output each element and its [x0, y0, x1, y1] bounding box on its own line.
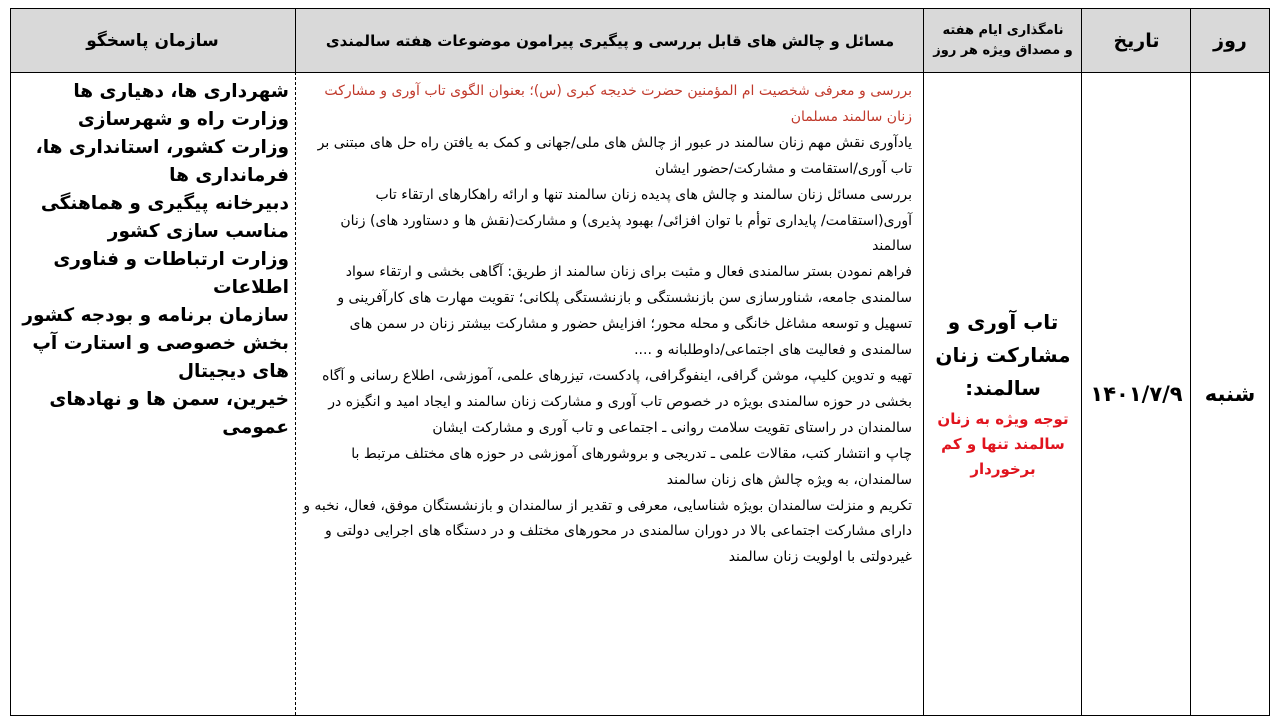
org-item: وزارت راه و شهرسازی [77, 109, 289, 130]
theme-title: تاب آوری و مشارکت زنان سالمند: [935, 309, 1071, 400]
issue-item: یادآوری نقش مهم زنان سالمند در عبور از چالش های ملی/جهانی و کمک به یافتن راه حل های مبتنی بر تاب آوری/استقامت و مشارکت/حضور ایشان [317, 134, 912, 177]
header-day: روز [1213, 29, 1247, 52]
header-date: تاریخ [1113, 29, 1160, 52]
header-org: سازمان پاسخگو [86, 30, 219, 51]
org-item: وزارت کشور، استانداری ها، فرمانداری ها [35, 137, 289, 186]
header-theme-line2: و مصداق ویژه هر روز [933, 42, 1073, 58]
header-theme-line1: نامگذاری ایام هفته [942, 22, 1064, 38]
issue-item: تهیه و تدوین کلیپ، موشن گرافی، اینفوگرافی، پادکست، تیزرهای علمی، آموزشی، اطلاع رسانی و آگاه بخشی در حوزه سالمندی بویژه در خصوص تاب آوری و مشارکت زنان سالمند و ایجاد امید و انگیزه در سالمندان در راستای تقویت سلامت روانی ـ اجتماعی و تاب آوری و مشارکت ایشان [322, 367, 912, 436]
org-item: سازمان برنامه و بودجه کشور [22, 305, 289, 326]
org-item: شهرداری ها، دهیاری ها [73, 81, 289, 102]
org-item: خیرین، سمن ها و نهادهای عمومی [49, 389, 289, 438]
issue-item: تکریم و منزلت سالمندان بویژه شناسایی، معرفی و تقدیر از سالمندان و بازنشستگان موفق، فعال، نخبه و دارای مشارکت اجتماعی بالا در دوران سالمندی در محورهای مختلف و در دستگاه های اجرایی دولتی و غیردولتی با اولویت زنان سالمند [303, 497, 912, 566]
org-item: وزارت ارتباطات و فناوری اطلاعات [53, 249, 289, 298]
org-item: دبیرخانه پیگیری و هماهنگی مناسب سازی کشور [40, 193, 289, 242]
cell-theme [924, 72, 1082, 715]
issue-item: فراهم نمودن بستر سالمندی فعال و مثبت برای زنان سالمند از طریق: آگاهی بخشی و ارتقاء سواد سالمندی جامعه، شناورسازی سن بازنشستگی و بازنشستگی پلکانی؛ تقویت مهارت های کارآفرینی و تسهیل و توسعه مشاغل خانگی و محله محور؛ افزایش حضور و مشارکت بیشتر زنان در سمن های سالمندی و فعالیت های اجتماعی/داوطلبانه و .... [337, 264, 912, 359]
issue-item: بررسی و معرفی شخصیت ام المؤمنین حضرت خدیجه کبری (س)؛ بعنوان الگوی تاب آوری و مشارکت زنان سالمند مسلمان [324, 83, 912, 125]
schedule-table [10, 8, 1270, 716]
column-divider-dashed [295, 72, 296, 715]
cell-org [13, 78, 289, 442]
issue-item: چاپ و انتشار کتب، مقالات علمی ـ تدریجی و بروشورهای آموزشی در حوزه های مختلف مرتبط با سالمندان، به ویژه چالش های زنان سالمند [351, 445, 912, 488]
org-item: بخش خصوصی و استارت آپ های دیجیتال [32, 333, 289, 382]
issue-item: بررسی مسائل زنان سالمند و چالش های پدیده زنان سالمند تنها و ارائه راهکارهای ارتقاء تاب آوری(استقامت/ پایداری توأم با توان افزائی/ بهبود پذیری) و مشارکت(نقش ها و دستاورد های) زنان سالمند [340, 186, 912, 255]
theme-subtitle: توجه ویژه به زنان سالمند تنها و کم برخوردار [937, 409, 1069, 478]
cell-issues [302, 79, 912, 571]
header-theme [924, 9, 1082, 72]
cell-day: شنبه [1204, 381, 1256, 406]
cell-date: ۱۴۰۱/۷/۹ [1090, 381, 1183, 406]
header-issues: مسائل و چالش های قابل بررسی و پیگیری پیرامون موضوعات هفته سالمندی [325, 31, 895, 50]
